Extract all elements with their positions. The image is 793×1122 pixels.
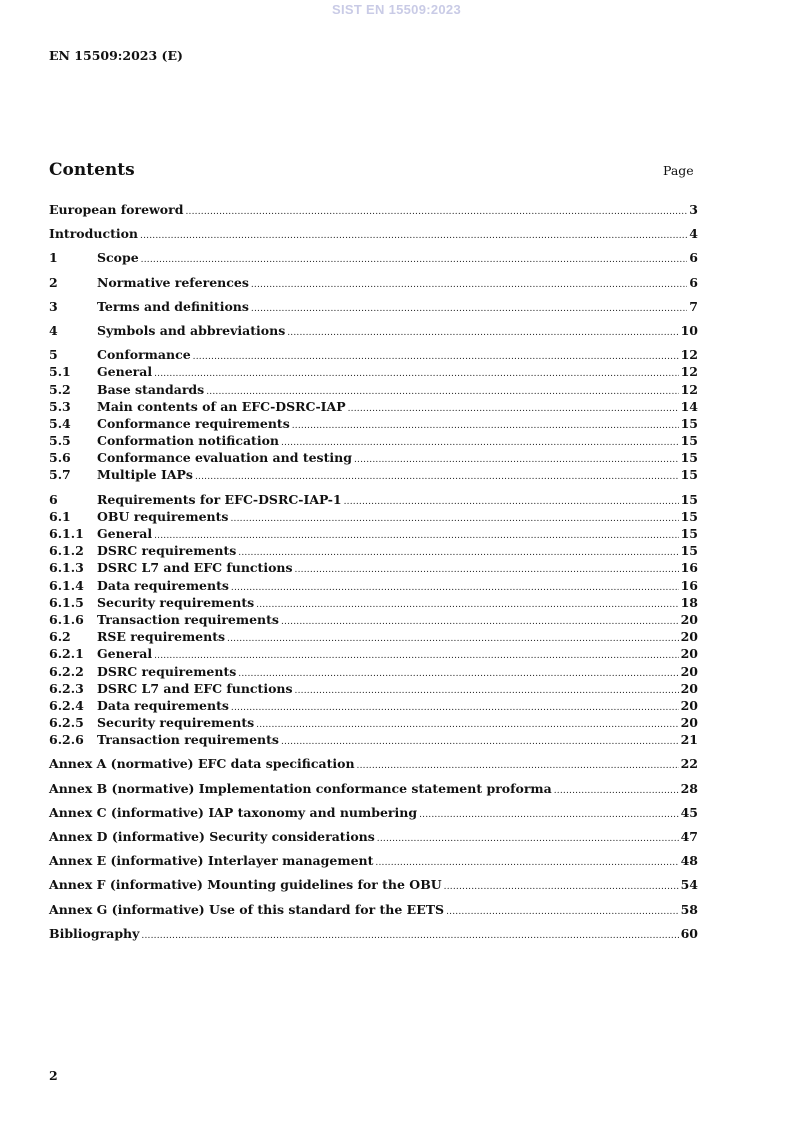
toc-entry-title[interactable]: DSRC requirements bbox=[97, 663, 237, 679]
toc-entry-page[interactable]: 15 bbox=[680, 491, 698, 507]
toc-entry[interactable] bbox=[49, 559, 698, 576]
toc-entry-title[interactable]: Multiple IAPs bbox=[97, 467, 193, 483]
toc-entry-title[interactable]: Annex C (informative) IAP taxonomy and numbering bbox=[49, 804, 418, 820]
toc-group bbox=[49, 225, 698, 242]
toc-dot-leader bbox=[140, 228, 687, 245]
toc-group bbox=[49, 346, 698, 484]
toc-entry[interactable] bbox=[49, 449, 698, 466]
toc-dot-leader bbox=[195, 469, 679, 486]
toc-entry-number: 6.2.5 bbox=[49, 715, 84, 731]
toc-entry-title[interactable]: Conformation notification bbox=[97, 433, 279, 449]
toc-entry[interactable] bbox=[49, 298, 698, 315]
toc-entry[interactable] bbox=[49, 925, 698, 942]
toc-entry-title[interactable]: RSE requirements bbox=[97, 629, 226, 645]
toc-entry-page[interactable]: 10 bbox=[680, 322, 698, 338]
toc-entry-number: 6.1.6 bbox=[49, 611, 84, 627]
toc-entry-number: 1 bbox=[49, 250, 58, 266]
toc-entry[interactable] bbox=[49, 594, 698, 611]
toc-entry-page[interactable]: 20 bbox=[680, 629, 698, 645]
toc-entry-number: 5.7 bbox=[49, 467, 71, 483]
toc-entry-page[interactable]: 15 bbox=[680, 508, 698, 524]
toc-entry-number: 6.2.6 bbox=[49, 732, 84, 748]
toc-entry-title[interactable]: OBU requirements bbox=[97, 508, 229, 524]
toc-entry-page[interactable]: 20 bbox=[680, 680, 698, 696]
toc-entry-title[interactable]: Data requirements bbox=[97, 577, 229, 593]
document-id: EN 15509:2023 (E) bbox=[49, 48, 183, 63]
toc-entry-title[interactable]: Conformance bbox=[97, 347, 191, 363]
toc-entry[interactable] bbox=[49, 680, 698, 697]
toc-entry-page[interactable]: 20 bbox=[680, 663, 698, 679]
toc-dot-leader bbox=[154, 366, 678, 383]
toc-entry-number: 5.6 bbox=[49, 450, 71, 466]
toc-entry-page[interactable]: 21 bbox=[680, 732, 698, 748]
toc-group bbox=[49, 298, 698, 315]
toc-entry-title[interactable]: Base standards bbox=[97, 381, 205, 397]
toc-entry-number: 6.1.5 bbox=[49, 594, 84, 610]
toc-entry[interactable] bbox=[49, 508, 698, 525]
toc-entry-title[interactable]: Normative references bbox=[97, 274, 249, 290]
watermark-text: SIST EN 15509:2023 bbox=[332, 2, 461, 17]
toc-entry-number: 4 bbox=[49, 322, 58, 338]
toc-group bbox=[49, 804, 698, 821]
toc-group bbox=[49, 249, 698, 266]
toc-entry-number: 6.1 bbox=[49, 508, 71, 524]
toc-entry-number: 6.2.3 bbox=[49, 680, 84, 696]
toc-entry[interactable] bbox=[49, 901, 698, 918]
toc-dot-leader bbox=[193, 349, 679, 366]
toc-entry-title[interactable]: Annex B (normative) Implementation conformance statement proforma bbox=[49, 780, 552, 796]
toc-entry-page[interactable]: 48 bbox=[680, 853, 698, 869]
toc-group bbox=[49, 491, 698, 749]
toc-entry-title[interactable]: Annex E (informative) Interlayer management bbox=[49, 853, 374, 869]
toc-entry-page[interactable]: 6 bbox=[689, 274, 698, 290]
toc-entry-page[interactable]: 4 bbox=[689, 226, 698, 242]
toc-entry-number: 6.1.3 bbox=[49, 560, 84, 576]
toc-entry-page[interactable]: 3 bbox=[689, 202, 698, 217]
toc-entry[interactable] bbox=[49, 225, 698, 242]
toc-dot-leader bbox=[292, 418, 679, 435]
page-number: 2 bbox=[49, 1068, 58, 1083]
toc-group bbox=[49, 780, 698, 797]
toc-entry-number: 3 bbox=[49, 298, 58, 314]
toc-entry-page[interactable]: 12 bbox=[680, 347, 698, 363]
toc-entry[interactable] bbox=[49, 398, 698, 415]
toc-dot-leader bbox=[256, 717, 678, 734]
toc-entry[interactable] bbox=[49, 697, 698, 714]
toc-dot-leader bbox=[185, 204, 687, 221]
toc-dot-leader bbox=[348, 401, 679, 418]
toc-entry[interactable] bbox=[49, 381, 698, 398]
toc-entry[interactable] bbox=[49, 577, 698, 594]
toc-group bbox=[49, 201, 698, 218]
toc-entry-page[interactable]: 15 bbox=[680, 433, 698, 449]
toc-entry-title[interactable]: Conformance requirements bbox=[97, 415, 290, 431]
toc-entry-page[interactable]: 12 bbox=[680, 364, 698, 380]
toc-dot-leader bbox=[281, 614, 679, 631]
toc-entry[interactable] bbox=[49, 731, 698, 748]
toc-entry-title[interactable]: DSRC L7 and EFC functions bbox=[97, 680, 293, 696]
toc-entry-title[interactable]: Introduction bbox=[49, 226, 139, 242]
toc-entry-number: 5.5 bbox=[49, 433, 71, 449]
toc-group bbox=[49, 852, 698, 869]
toc-dot-leader bbox=[251, 277, 687, 294]
toc-entry-title[interactable]: European foreword bbox=[49, 202, 184, 217]
toc-entry[interactable] bbox=[49, 628, 698, 645]
toc-entry[interactable] bbox=[49, 780, 698, 797]
toc-entry[interactable] bbox=[49, 663, 698, 680]
toc-dot-leader bbox=[231, 700, 679, 717]
toc-entry-number: 5.4 bbox=[49, 415, 71, 431]
toc-entry[interactable] bbox=[49, 542, 698, 559]
toc-entry-title[interactable]: General bbox=[97, 364, 153, 380]
toc-entry[interactable] bbox=[49, 491, 698, 508]
toc-entry-page[interactable]: 54 bbox=[680, 877, 698, 893]
toc-entry-number: 6.1.4 bbox=[49, 577, 84, 593]
toc-entry-number: 6.2 bbox=[49, 629, 71, 645]
toc-dot-leader bbox=[446, 904, 679, 921]
toc-entry-number: 6.2.2 bbox=[49, 663, 84, 679]
toc-entry[interactable] bbox=[49, 201, 698, 218]
toc-dot-leader bbox=[295, 683, 679, 700]
toc-entry-title[interactable]: Terms and definitions bbox=[97, 298, 249, 314]
toc-dot-leader bbox=[354, 452, 679, 469]
toc-entry-page[interactable]: 45 bbox=[680, 804, 698, 820]
toc-dot-leader bbox=[357, 758, 679, 775]
toc-entry-page[interactable]: 16 bbox=[680, 577, 698, 593]
toc-entry-title[interactable]: Main contents of an EFC-DSRC-IAP bbox=[97, 398, 346, 414]
toc-dot-leader bbox=[419, 807, 679, 824]
toc-dot-leader bbox=[230, 511, 678, 528]
toc-dot-leader bbox=[281, 734, 679, 751]
toc-entry-page[interactable]: 20 bbox=[680, 697, 698, 713]
toc-entry-page[interactable]: 15 bbox=[680, 543, 698, 559]
toc-entry-page[interactable]: 58 bbox=[680, 901, 698, 917]
toc-entry-title[interactable]: Requirements for EFC-DSRC-IAP-1 bbox=[97, 491, 342, 507]
toc-entry-page[interactable]: 22 bbox=[680, 756, 698, 772]
toc-entry-number: 5.3 bbox=[49, 398, 71, 414]
toc-entry[interactable] bbox=[49, 828, 698, 845]
toc-dot-leader bbox=[231, 580, 679, 597]
toc-entry-page[interactable]: 47 bbox=[680, 829, 698, 844]
toc-entry-title[interactable]: Annex G (informative) Use of this standard for the EETS bbox=[49, 901, 445, 917]
toc-dot-leader bbox=[141, 928, 678, 945]
toc-entry-page[interactable]: 28 bbox=[680, 780, 698, 796]
toc-group bbox=[49, 274, 698, 291]
toc-entry-title[interactable]: General bbox=[97, 526, 153, 541]
page-column-label: Page bbox=[663, 163, 694, 178]
toc-dot-leader bbox=[554, 783, 679, 800]
toc-entry[interactable] bbox=[49, 363, 698, 380]
toc-entry-page[interactable]: 16 bbox=[680, 560, 698, 576]
toc-entry[interactable] bbox=[49, 852, 698, 869]
toc-entry-page[interactable]: 15 bbox=[680, 526, 698, 541]
toc-entry[interactable] bbox=[49, 432, 698, 449]
toc-entry-page[interactable]: 60 bbox=[680, 925, 698, 941]
toc-dot-leader bbox=[295, 562, 679, 579]
toc-entry-page[interactable]: 15 bbox=[680, 415, 698, 431]
toc-entry-title[interactable]: Data requirements bbox=[97, 697, 229, 713]
toc-entry-title[interactable]: Annex D (informative) Security considerations bbox=[49, 829, 375, 844]
toc-entry-number: 5.2 bbox=[49, 381, 71, 397]
toc-entry-title[interactable]: Scope bbox=[97, 250, 139, 266]
toc-entry-title[interactable]: Annex F (informative) Mounting guidelines for the OBU bbox=[49, 877, 442, 893]
toc-group bbox=[49, 322, 698, 339]
table-of-contents bbox=[49, 201, 698, 949]
toc-entry[interactable] bbox=[49, 249, 698, 266]
toc-dot-leader bbox=[287, 325, 678, 342]
toc-entry-title[interactable]: Conformance evaluation and testing bbox=[97, 450, 352, 466]
toc-entry-page[interactable]: 18 bbox=[680, 594, 698, 610]
toc-entry-page[interactable]: 6 bbox=[689, 250, 698, 266]
toc-entry-page[interactable]: 15 bbox=[680, 450, 698, 466]
toc-dot-leader bbox=[227, 631, 679, 648]
toc-entry[interactable] bbox=[49, 755, 698, 772]
toc-entry[interactable] bbox=[49, 274, 698, 291]
page-title: Contents bbox=[49, 160, 135, 180]
toc-entry-title[interactable]: DSRC requirements bbox=[97, 543, 237, 559]
toc-group bbox=[49, 828, 698, 845]
toc-entry-title[interactable]: Security requirements bbox=[97, 715, 255, 731]
toc-dot-leader bbox=[377, 831, 679, 848]
toc-entry-number: 6.2.1 bbox=[49, 646, 84, 662]
toc-entry-page[interactable]: 7 bbox=[689, 298, 698, 314]
toc-entry[interactable] bbox=[49, 714, 698, 731]
toc-entry-title[interactable]: Bibliography bbox=[49, 925, 140, 941]
toc-entry-number: 5.1 bbox=[49, 364, 71, 380]
toc-entry-title[interactable]: Annex A (normative) EFC data specification bbox=[49, 756, 355, 772]
toc-entry-number: 2 bbox=[49, 274, 58, 290]
toc-dot-leader bbox=[375, 855, 678, 872]
toc-dot-leader bbox=[444, 879, 679, 896]
toc-entry-title[interactable]: General bbox=[97, 646, 153, 662]
toc-entry-number: 6 bbox=[49, 491, 58, 507]
toc-entry-page[interactable]: 12 bbox=[680, 381, 698, 397]
toc-entry-title[interactable]: Transaction requirements bbox=[97, 611, 279, 627]
toc-entry[interactable] bbox=[49, 645, 698, 662]
toc-entry-title[interactable]: Transaction requirements bbox=[97, 732, 279, 748]
toc-dot-leader bbox=[238, 666, 678, 683]
toc-entry-number: 6.1.1 bbox=[49, 526, 84, 541]
toc-group bbox=[49, 901, 698, 918]
toc-entry[interactable] bbox=[49, 525, 698, 542]
toc-group bbox=[49, 925, 698, 942]
toc-entry[interactable] bbox=[49, 346, 698, 363]
toc-dot-leader bbox=[344, 494, 679, 511]
toc-entry[interactable] bbox=[49, 611, 698, 628]
toc-group bbox=[49, 755, 698, 772]
toc-entry[interactable] bbox=[49, 415, 698, 432]
toc-entry-title[interactable]: Security requirements bbox=[97, 594, 255, 610]
toc-entry-title[interactable]: Symbols and abbreviations bbox=[97, 322, 286, 338]
toc-entry-number: 5 bbox=[49, 347, 58, 363]
toc-entry-page[interactable]: 20 bbox=[680, 646, 698, 662]
toc-dot-leader bbox=[141, 252, 688, 269]
toc-dot-leader bbox=[238, 545, 678, 562]
toc-entry-page[interactable]: 20 bbox=[680, 611, 698, 627]
toc-entry-title[interactable]: DSRC L7 and EFC functions bbox=[97, 560, 293, 576]
toc-dot-leader bbox=[256, 597, 678, 614]
toc-entry-page[interactable]: 20 bbox=[680, 715, 698, 731]
toc-entry[interactable] bbox=[49, 876, 698, 893]
toc-entry[interactable] bbox=[49, 322, 698, 339]
toc-entry[interactable] bbox=[49, 466, 698, 483]
toc-entry-number: 6.2.4 bbox=[49, 697, 84, 713]
toc-entry-page[interactable]: 15 bbox=[680, 467, 698, 483]
toc-entry[interactable] bbox=[49, 804, 698, 821]
toc-entry-page[interactable]: 14 bbox=[680, 398, 698, 414]
toc-group bbox=[49, 876, 698, 893]
toc-dot-leader bbox=[251, 301, 687, 318]
toc-entry-number: 6.1.2 bbox=[49, 543, 84, 559]
